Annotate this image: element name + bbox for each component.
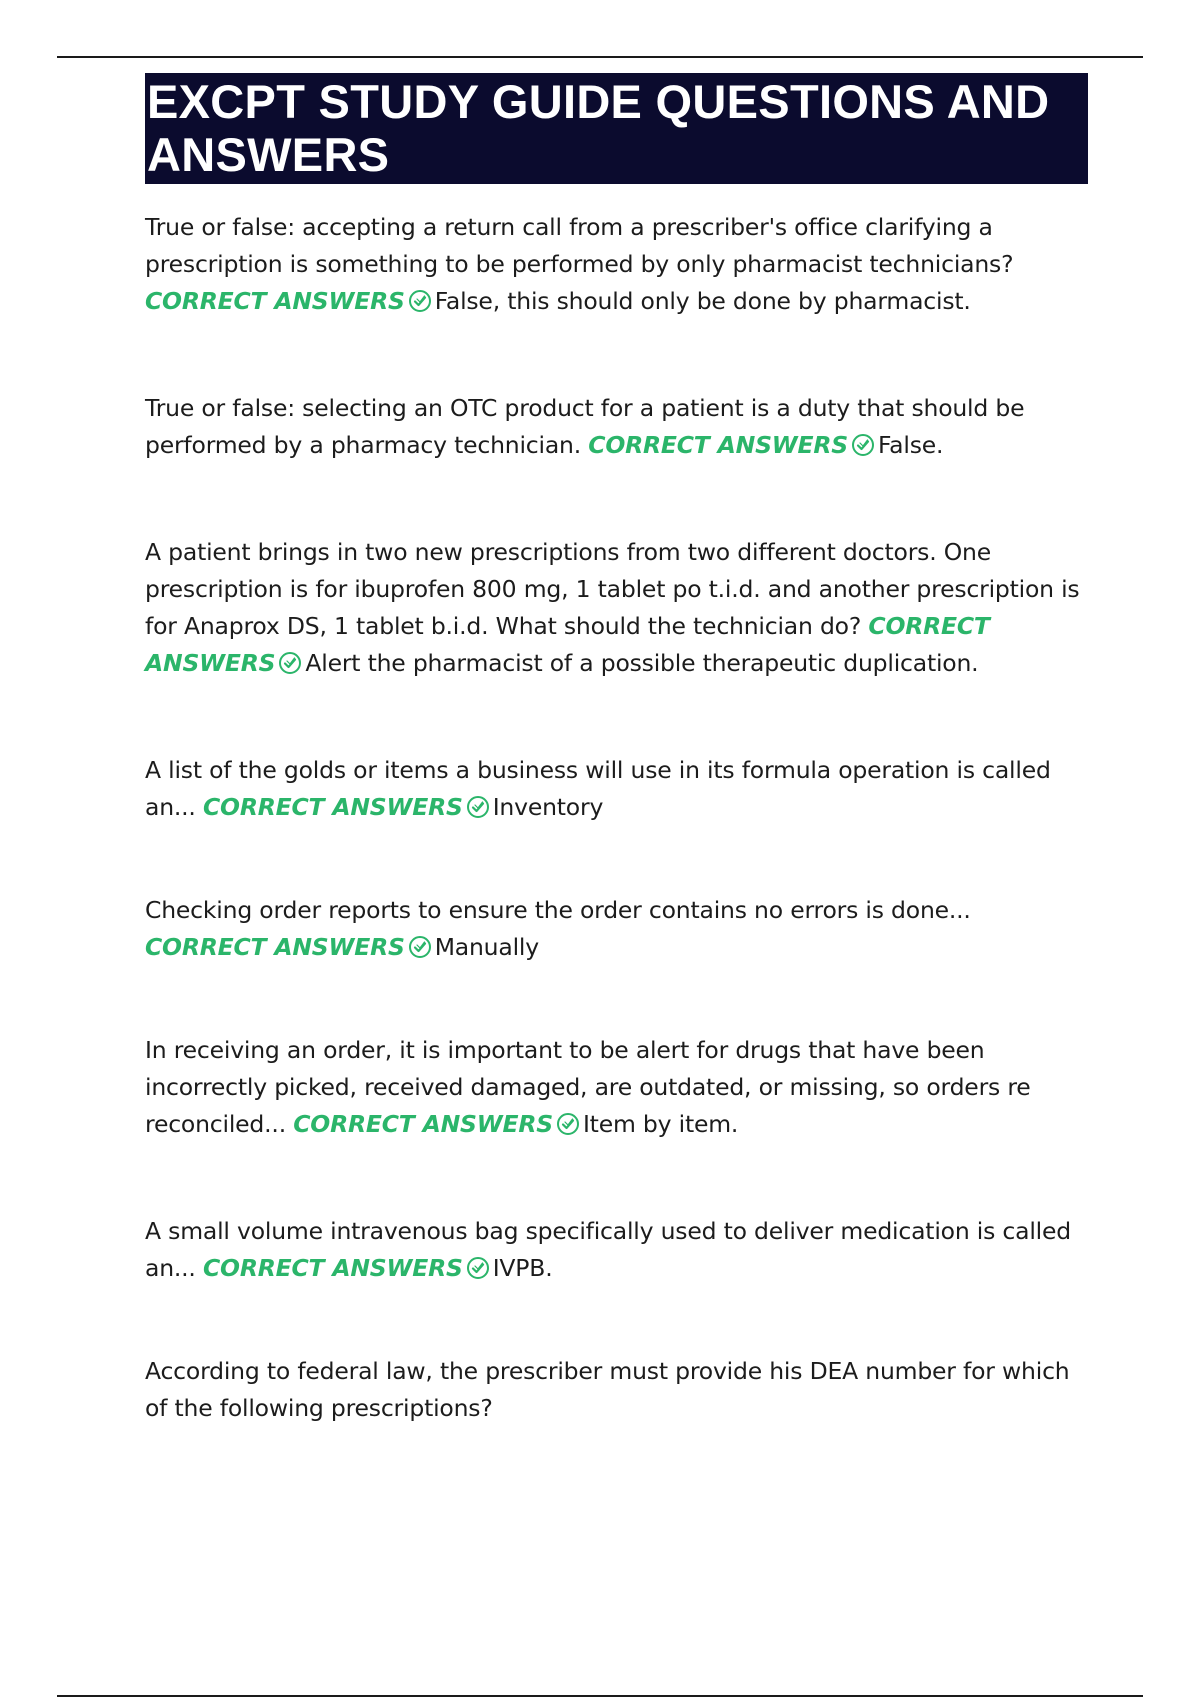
check-circle-icon	[466, 1256, 490, 1280]
top-rule	[57, 56, 1143, 58]
question-text: A small volume intravenous bag specifically used to deliver medication is called an...	[145, 1217, 1071, 1282]
question-text: Checking order reports to ensure the order contains no errors is done...	[145, 896, 971, 924]
qa-item	[145, 1353, 1095, 1427]
answer-text: IVPB.	[492, 1254, 553, 1282]
qa-item	[145, 752, 1095, 826]
answer-label: CORRECT ANSWERS	[203, 793, 463, 821]
qa-item	[145, 1213, 1095, 1287]
question-text: In receiving an order, it is important to be alert for drugs that have been incorrectly picked, received damaged, are outdated, or missing, so orders re reconciled...	[145, 1036, 1031, 1138]
check-circle-icon	[851, 433, 875, 457]
answer-text: False.	[878, 431, 944, 459]
qa-item	[145, 209, 1095, 320]
check-circle-icon	[466, 795, 490, 819]
check-circle-icon	[408, 289, 432, 313]
question-text: True or false: accepting a return call from a prescriber's office clarifying a prescription is something to be performed by only pharmacist technicians?	[145, 213, 1014, 278]
qa-item	[145, 892, 1095, 966]
answer-label: CORRECT ANSWERS	[145, 287, 405, 315]
qa-item	[145, 1032, 1095, 1143]
bottom-rule	[57, 1695, 1143, 1697]
check-circle-icon	[278, 651, 302, 675]
answer-text: Alert the pharmacist of a possible therapeutic duplication.	[305, 649, 979, 677]
check-circle-icon	[556, 1112, 580, 1136]
answer-text: Item by item.	[582, 1110, 739, 1138]
qa-item	[145, 390, 1095, 464]
answer-label: CORRECT ANSWERS	[588, 431, 848, 459]
question-text: According to federal law, the prescriber must provide his DEA number for which of the following prescriptions?	[145, 1357, 1070, 1422]
answer-label: CORRECT ANSWERS	[293, 1110, 553, 1138]
answer-label: CORRECT ANSWERS	[203, 1254, 463, 1282]
qa-list	[145, 209, 1095, 1427]
document-title: EXCPT STUDY GUIDE QUESTIONS AND ANSWERS	[147, 75, 1050, 181]
answer-label: CORRECT ANSWERS	[145, 933, 405, 961]
title-banner	[145, 73, 1088, 184]
check-circle-icon	[408, 935, 432, 959]
answer-text: Inventory	[492, 793, 604, 821]
answer-text: Manually	[434, 933, 539, 961]
answer-label: CORRECT ANSWERS	[145, 612, 990, 677]
question-text: A list of the golds or items a business will use in its formula operation is called an...	[145, 756, 1051, 821]
qa-item	[145, 534, 1095, 682]
question-text: A patient brings in two new prescriptions from two different doctors. One prescription is for ibuprofen 800 mg, 1 tablet po t.i.d. and another prescription is for Anaprox DS, 1 tablet b.i.d. What should the technician do?	[145, 538, 1080, 640]
answer-text: False, this should only be done by pharmacist.	[434, 287, 971, 315]
question-text: True or false: selecting an OTC product for a patient is a duty that should be performed by a pharmacy technician.	[145, 394, 1025, 459]
